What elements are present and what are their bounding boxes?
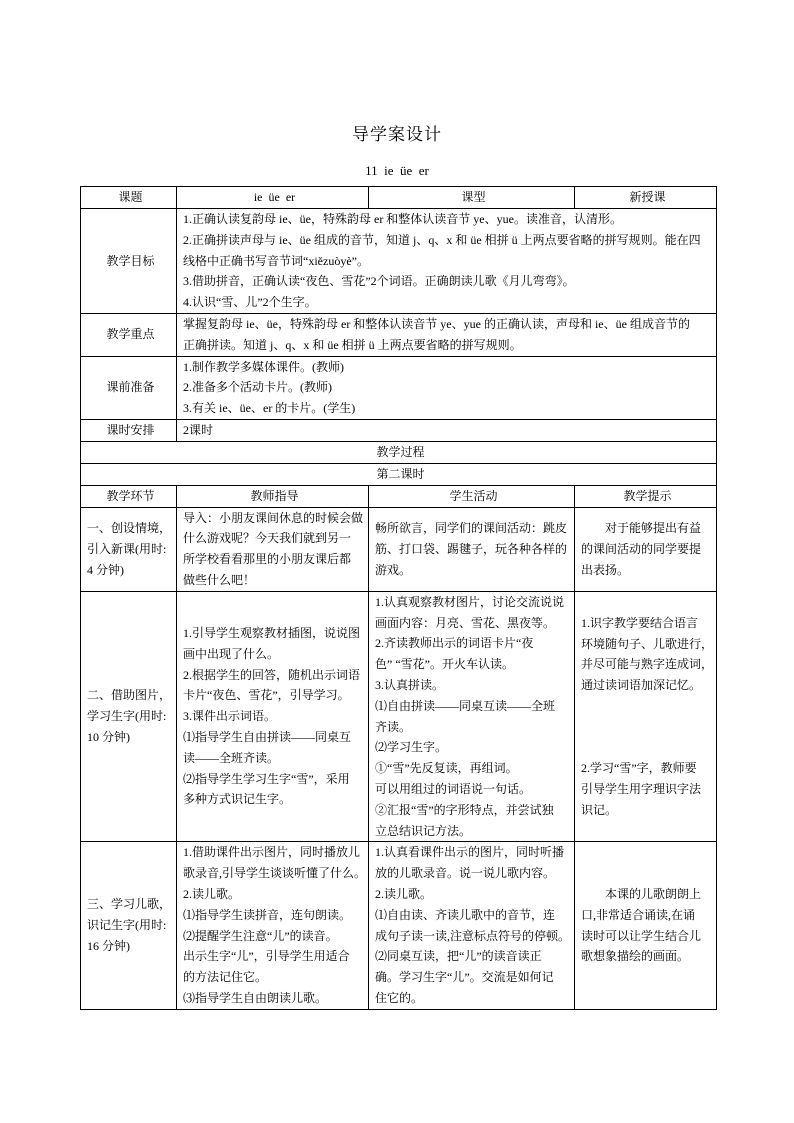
stage-row (81, 842, 717, 1009)
tip-line: 口,非常适合诵读,在诵 (581, 907, 696, 922)
student-line: 筋、打口袋、踢毽子，玩各种各样的 (375, 541, 568, 556)
teacher-line: 做些什么吧！ (183, 572, 256, 587)
document-subtitle: 11 ie üe er (365, 163, 429, 178)
stage-name-line: 10 分钟) (87, 729, 130, 744)
teacher-line: 导入：小朋友课间休息的时候会做 (183, 510, 364, 525)
teacher-line: 所学校看看那里的小朋友课后都 (183, 552, 352, 567)
process-title: 教学过程 (81, 441, 717, 463)
schedule-row (81, 419, 717, 441)
student-line: ⑴自由拼读——同桌互读——全班 (375, 698, 556, 713)
process-title-row (81, 441, 717, 463)
tip-line: 识记。 (581, 802, 618, 817)
student-line: 1.认真观察教材图片，讨论交流说说 (375, 594, 565, 609)
student-line: 3.认真拼读。 (375, 677, 445, 692)
lesson-type-label: 课型 (369, 187, 575, 209)
process-header-row (81, 485, 717, 507)
stage-name-line: 三、学习儿歌， (87, 897, 172, 912)
tip-line: 的课间活动的同学要提 (581, 541, 702, 556)
student-line: 确。学习生字“儿”。交流是如何记 (375, 970, 554, 985)
lesson-type-value: 新授课 (575, 187, 717, 209)
student-activity (369, 507, 575, 591)
teacher-line: 2.根据学生的回答，随机出示词语 (183, 667, 361, 682)
stage-row (81, 591, 717, 842)
student-activity (369, 842, 575, 1009)
teacher-line: 的方法记住它。 (183, 970, 268, 985)
objective-line: 4.认识“雪、儿”2个生字。 (183, 295, 317, 310)
student-line: ⑵学习生字。 (375, 740, 448, 755)
stage-name-line: 4 分钟) (87, 562, 124, 577)
student-line: 成句子读一读,注意标点符号的停顿。 (375, 928, 571, 943)
lesson-plan-table (80, 186, 717, 1010)
document-title: 导学案设计 (352, 125, 442, 144)
tip-line: 引导学生用字理识字法 (581, 781, 702, 796)
teacher-line: 3.课件出示词语。 (183, 709, 277, 724)
stage-name-line: 二、借助图片， (87, 688, 172, 703)
student-line: 放的儿歌录音。说一说儿歌内容。 (375, 866, 556, 881)
tip-line: 环境随句子、儿歌进行， (581, 636, 714, 651)
session-row (81, 463, 717, 485)
teacher-line: 歌录音,引导学生谈谈听懂了什么。 (183, 866, 367, 881)
teacher-line: 画中出现了什么。 (183, 646, 280, 661)
header-teacher: 教师指导 (177, 485, 369, 507)
key-points-row (81, 314, 717, 357)
student-line: ①“雪”先反复读，再组词。 (375, 761, 518, 776)
schedule-label: 课时安排 (81, 419, 177, 441)
key-point-line: 掌握复韵母 ie、üe，特殊韵母 er 和整体认读音节 ye、yue 的正确认读，声母和 ie、üe 组成音节的 (183, 317, 690, 331)
header-stage: 教学环节 (81, 485, 177, 507)
teacher-line: 1.引导学生观察教材插图，说说图 (183, 625, 361, 640)
objectives-content (177, 209, 717, 314)
teacher-line: ⑴指导学生自由拼读——同桌互 (183, 729, 352, 744)
student-line: 色” “雪花”。开火车认读。 (375, 657, 514, 672)
objective-line: 1.正确认读复韵母 ie、üe，特殊韵母 er 和整体认读音节 ye、yue。读准音，认清形。 (183, 212, 622, 226)
teacher-line: ⑵提醒学生注意“儿”的读音。 (183, 928, 338, 943)
objective-line: 3.借助拼音，正确认读“夜色、雪花”2个词语。正确朗读儿歌《月儿弯弯》。 (183, 274, 575, 289)
teacher-line: 1.借助课件出示图片，同时播放儿 (183, 845, 361, 860)
teacher-line: 出示生字“儿”，引导学生用适合 (183, 949, 350, 964)
stage-name-line: 引入新课(用时: (87, 541, 167, 556)
preparation-line: 1.制作教学多媒体课件。(教师) (183, 359, 344, 374)
tip-line: 出表扬。 (581, 562, 630, 577)
student-line: 游戏。 (375, 562, 412, 577)
tip-line: 2.学习“雪”字，教师要 (581, 760, 697, 775)
student-line: 住它的。 (375, 990, 424, 1005)
student-line: ⑵同桌互读，把“儿”的读音读正 (375, 949, 542, 964)
tip-line: 1.识字教学要结合语言 (581, 615, 699, 630)
header-student: 学生活动 (369, 485, 575, 507)
student-line: ②汇报“雪”的字形特点，并尝试独 (375, 802, 554, 817)
teaching-tips (575, 507, 717, 591)
preparation-label: 课前准备 (81, 356, 177, 419)
stage-name (81, 591, 177, 842)
student-line: 2.齐读教师出示的词语卡片“夜 (375, 636, 534, 651)
header-tips: 教学提示 (575, 485, 717, 507)
teacher-line: 卡片“夜色、雪花”，引导学习。 (183, 688, 350, 703)
student-line: 立总结识记方法。 (375, 823, 472, 838)
preparation-line: 2.准备多个活动卡片。(教师) (183, 380, 332, 395)
tip-line: 对于能够提出有益 (605, 520, 702, 535)
teacher-line: ⑶指导学生自由朗读儿歌。 (183, 990, 328, 1005)
teacher-line: 2.读儿歌。 (183, 886, 241, 901)
preparation-row (81, 356, 717, 419)
tip-line: 并尽可能与熟字连成词， (581, 657, 714, 672)
student-line: 畅所欲言，同学们的课间活动：跳皮 (375, 520, 568, 535)
student-line: 1.认真看课件出示的图片，同时听播 (375, 845, 565, 860)
stage-name-line: 16 分钟) (87, 938, 130, 953)
objectives-row (81, 209, 717, 314)
schedule-value: 2课时 (177, 419, 717, 441)
teacher-line: ⑴指导学生读拼音，连句朗读。 (183, 907, 352, 922)
objectives-label: 教学目标 (81, 209, 177, 314)
topic-label: 课题 (81, 187, 177, 209)
teaching-tips (575, 842, 717, 1009)
tip-line: 歌想象描绘的画面。 (581, 949, 690, 964)
teacher-guidance (177, 591, 369, 842)
teaching-tips (575, 591, 717, 842)
stage-name-line: 学习生字(用时: (87, 709, 167, 724)
key-point-line: 正确拼读。知道 j、q、x 和 üe 相拼 ü 上两点要省略的拼写规则。 (183, 337, 522, 352)
student-activity (369, 591, 575, 842)
tip-line: 读时可以让学生结合儿 (581, 928, 702, 943)
student-line: ⑴自由读、齐读儿歌中的音节，连 (375, 907, 556, 922)
teacher-guidance (177, 842, 369, 1009)
teacher-line: 什么游戏呢？今天我们就到另一 (183, 531, 352, 546)
topic-value: ie üe er (177, 187, 369, 209)
preparation-line: 3.有关 ie、üe、er 的卡片。(学生) (183, 401, 356, 416)
stage-name (81, 507, 177, 591)
topic-row (81, 187, 717, 209)
stage-row (81, 507, 717, 591)
student-line: 可以用组过的词语说一句话。 (375, 781, 532, 796)
teacher-line: 多种方式识记生字。 (183, 792, 292, 807)
stage-name-line: 一、创设情境， (87, 520, 172, 535)
objective-line: 线格中正确书写音节词“xiězuòyè”。 (183, 253, 369, 268)
teacher-line: 读——全班齐读。 (183, 750, 280, 765)
key-points-label: 教学重点 (81, 314, 177, 357)
tip-line: 本课的儿歌朗朗上 (605, 886, 702, 901)
preparation-content (177, 356, 717, 419)
key-points-content (177, 314, 717, 357)
student-line: 齐读。 (375, 719, 412, 734)
stage-name (81, 842, 177, 1009)
student-line: 画面内容：月亮、雪花、黑夜等。 (375, 615, 556, 630)
tip-line: 通过读词语加深记忆。 (581, 678, 702, 693)
stage-name-line: 识记生字(用时: (87, 918, 167, 933)
session-title: 第二课时 (81, 463, 717, 485)
teacher-guidance (177, 507, 369, 591)
objective-line: 2.正确拼读声母与 ie、üe 组成的音节，知道 j、q、x 和 üe 相拼 ü 上两点要省略的拼写规则。能在四 (183, 232, 701, 247)
student-line: 2.读儿歌。 (375, 886, 433, 901)
teacher-line: ⑵指导学生学习生字“雪”，采用 (183, 771, 350, 786)
